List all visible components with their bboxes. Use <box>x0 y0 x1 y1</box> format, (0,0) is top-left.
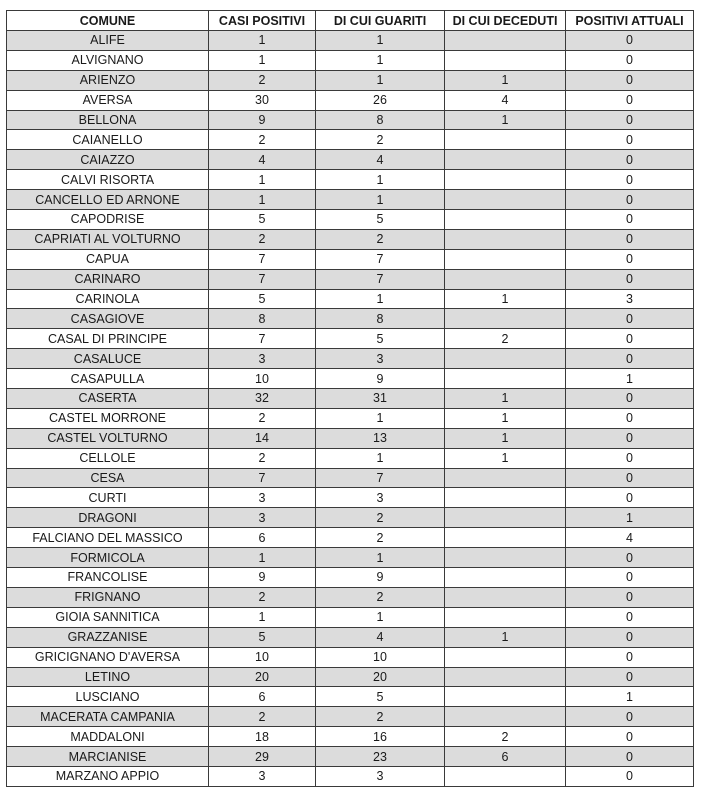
cell-comune: ALIFE <box>7 31 209 51</box>
cell-comune: CASAPULLA <box>7 369 209 389</box>
cell-di-cui-deceduti <box>445 50 566 70</box>
header-di-cui-deceduti: DI CUI DECEDUTI <box>445 11 566 31</box>
table-row <box>7 150 694 170</box>
cell-positivi-attuali: 0 <box>566 130 694 150</box>
cell-comune: FRIGNANO <box>7 587 209 607</box>
cell-di-cui-deceduti <box>445 130 566 150</box>
cell-positivi-attuali: 1 <box>566 369 694 389</box>
cell-di-cui-deceduti: 1 <box>445 289 566 309</box>
cell-di-cui-guariti: 2 <box>316 508 445 528</box>
cell-di-cui-guariti: 8 <box>316 309 445 329</box>
cell-positivi-attuali: 0 <box>566 488 694 508</box>
cell-di-cui-deceduti: 1 <box>445 389 566 409</box>
cell-di-cui-guariti: 2 <box>316 229 445 249</box>
cell-di-cui-deceduti <box>445 190 566 210</box>
cell-comune: CURTI <box>7 488 209 508</box>
table-row <box>7 50 694 70</box>
cell-casi-positivi: 2 <box>209 408 316 428</box>
cell-comune: CAPODRISE <box>7 210 209 230</box>
cell-di-cui-deceduti <box>445 568 566 588</box>
cell-positivi-attuali: 0 <box>566 31 694 51</box>
cell-casi-positivi: 9 <box>209 568 316 588</box>
cell-casi-positivi: 1 <box>209 190 316 210</box>
cell-positivi-attuali: 0 <box>566 70 694 90</box>
cell-di-cui-guariti: 20 <box>316 667 445 687</box>
cell-casi-positivi: 29 <box>209 747 316 767</box>
cell-comune: CELLOLE <box>7 448 209 468</box>
cell-di-cui-deceduti <box>445 587 566 607</box>
cell-comune: GRICIGNANO D'AVERSA <box>7 647 209 667</box>
cell-comune: CARINOLA <box>7 289 209 309</box>
cell-positivi-attuali: 4 <box>566 528 694 548</box>
table-row <box>7 448 694 468</box>
cell-di-cui-deceduti <box>445 647 566 667</box>
cell-di-cui-deceduti <box>445 667 566 687</box>
cell-positivi-attuali: 0 <box>566 568 694 588</box>
cell-comune: CAIAZZO <box>7 150 209 170</box>
cell-casi-positivi: 2 <box>209 70 316 90</box>
cell-casi-positivi: 7 <box>209 249 316 269</box>
cell-di-cui-guariti: 2 <box>316 587 445 607</box>
cell-casi-positivi: 3 <box>209 508 316 528</box>
cell-di-cui-guariti: 4 <box>316 150 445 170</box>
cell-positivi-attuali: 0 <box>566 548 694 568</box>
cell-di-cui-guariti: 3 <box>316 488 445 508</box>
cell-casi-positivi: 4 <box>209 150 316 170</box>
table-row <box>7 727 694 747</box>
cell-di-cui-deceduti <box>445 269 566 289</box>
cell-di-cui-deceduti <box>445 607 566 627</box>
cell-comune: CALVI RISORTA <box>7 170 209 190</box>
cell-di-cui-deceduti: 2 <box>445 727 566 747</box>
header-comune: COMUNE <box>7 11 209 31</box>
cell-casi-positivi: 5 <box>209 210 316 230</box>
cell-di-cui-guariti: 1 <box>316 408 445 428</box>
cell-positivi-attuali: 0 <box>566 627 694 647</box>
header-di-cui-guariti: DI CUI GUARITI <box>316 11 445 31</box>
cell-casi-positivi: 6 <box>209 528 316 548</box>
table-row <box>7 408 694 428</box>
table-row <box>7 110 694 130</box>
cell-casi-positivi: 3 <box>209 488 316 508</box>
table-row <box>7 747 694 767</box>
cell-di-cui-guariti: 9 <box>316 369 445 389</box>
cell-di-cui-deceduti <box>445 369 566 389</box>
cell-positivi-attuali: 0 <box>566 408 694 428</box>
table-row <box>7 647 694 667</box>
cell-di-cui-deceduti <box>445 349 566 369</box>
cell-comune: CASERTA <box>7 389 209 409</box>
table-row <box>7 468 694 488</box>
cell-comune: FALCIANO DEL MASSICO <box>7 528 209 548</box>
cell-positivi-attuali: 0 <box>566 110 694 130</box>
cell-di-cui-deceduti <box>445 31 566 51</box>
cell-comune: AVERSA <box>7 90 209 110</box>
cell-di-cui-guariti: 9 <box>316 568 445 588</box>
cell-di-cui-guariti: 26 <box>316 90 445 110</box>
cell-di-cui-guariti: 10 <box>316 647 445 667</box>
cell-comune: CAPRIATI AL VOLTURNO <box>7 229 209 249</box>
table-row <box>7 309 694 329</box>
table-row <box>7 249 694 269</box>
cell-casi-positivi: 32 <box>209 389 316 409</box>
cell-positivi-attuali: 0 <box>566 269 694 289</box>
cell-di-cui-guariti: 1 <box>316 607 445 627</box>
cell-comune: LETINO <box>7 667 209 687</box>
cell-di-cui-guariti: 1 <box>316 31 445 51</box>
header-positivi-attuali: POSITIVI ATTUALI <box>566 11 694 31</box>
cell-di-cui-guariti: 31 <box>316 389 445 409</box>
table-row <box>7 369 694 389</box>
cell-di-cui-guariti: 5 <box>316 329 445 349</box>
cell-positivi-attuali: 0 <box>566 667 694 687</box>
cell-casi-positivi: 7 <box>209 329 316 349</box>
cell-di-cui-deceduti <box>445 548 566 568</box>
cell-positivi-attuali: 0 <box>566 229 694 249</box>
cell-di-cui-guariti: 1 <box>316 289 445 309</box>
table-row <box>7 90 694 110</box>
cell-comune: CESA <box>7 468 209 488</box>
cell-positivi-attuali: 0 <box>566 329 694 349</box>
cell-casi-positivi: 1 <box>209 50 316 70</box>
cell-casi-positivi: 3 <box>209 349 316 369</box>
cell-casi-positivi: 2 <box>209 707 316 727</box>
cell-di-cui-deceduti: 1 <box>445 408 566 428</box>
cell-positivi-attuali: 0 <box>566 170 694 190</box>
table-row <box>7 329 694 349</box>
table-row <box>7 587 694 607</box>
cell-di-cui-deceduti <box>445 508 566 528</box>
table-row <box>7 488 694 508</box>
table-row <box>7 210 694 230</box>
table-row <box>7 289 694 309</box>
cell-di-cui-deceduti <box>445 528 566 548</box>
cell-positivi-attuali: 0 <box>566 448 694 468</box>
table-row <box>7 31 694 51</box>
cell-positivi-attuali: 0 <box>566 428 694 448</box>
cell-di-cui-guariti: 5 <box>316 210 445 230</box>
cell-comune: FRANCOLISE <box>7 568 209 588</box>
table-row <box>7 130 694 150</box>
cell-comune: DRAGONI <box>7 508 209 528</box>
cell-di-cui-deceduti: 1 <box>445 70 566 90</box>
cell-comune: CASTEL MORRONE <box>7 408 209 428</box>
cell-casi-positivi: 9 <box>209 110 316 130</box>
cell-positivi-attuali: 0 <box>566 747 694 767</box>
cell-comune: MACERATA CAMPANIA <box>7 707 209 727</box>
cell-casi-positivi: 1 <box>209 170 316 190</box>
cell-positivi-attuali: 0 <box>566 647 694 667</box>
cell-di-cui-guariti: 7 <box>316 269 445 289</box>
table-row <box>7 607 694 627</box>
cell-casi-positivi: 2 <box>209 229 316 249</box>
cell-casi-positivi: 1 <box>209 31 316 51</box>
cell-di-cui-deceduti <box>445 707 566 727</box>
cell-comune: MADDALONI <box>7 727 209 747</box>
cell-di-cui-guariti: 3 <box>316 766 445 786</box>
table-row <box>7 528 694 548</box>
cell-comune: CASTEL VOLTURNO <box>7 428 209 448</box>
cell-casi-positivi: 3 <box>209 766 316 786</box>
cell-comune: CASAL DI PRINCIPE <box>7 329 209 349</box>
cell-positivi-attuali: 0 <box>566 210 694 230</box>
cell-di-cui-guariti: 2 <box>316 130 445 150</box>
cell-di-cui-deceduti: 1 <box>445 428 566 448</box>
cell-positivi-attuali: 0 <box>566 50 694 70</box>
cell-di-cui-deceduti <box>445 687 566 707</box>
table-row <box>7 687 694 707</box>
cell-di-cui-deceduti <box>445 468 566 488</box>
cell-di-cui-guariti: 2 <box>316 528 445 548</box>
cell-di-cui-deceduti <box>445 249 566 269</box>
table-row <box>7 190 694 210</box>
cell-comune: LUSCIANO <box>7 687 209 707</box>
cell-di-cui-deceduti <box>445 229 566 249</box>
cell-positivi-attuali: 0 <box>566 150 694 170</box>
cell-di-cui-guariti: 3 <box>316 349 445 369</box>
cell-comune: CANCELLO ED ARNONE <box>7 190 209 210</box>
table-row <box>7 269 694 289</box>
table-row <box>7 349 694 369</box>
table-row <box>7 70 694 90</box>
cell-casi-positivi: 5 <box>209 627 316 647</box>
cell-positivi-attuali: 0 <box>566 766 694 786</box>
cell-comune: CASALUCE <box>7 349 209 369</box>
cell-di-cui-guariti: 1 <box>316 548 445 568</box>
table-header <box>7 11 694 31</box>
cell-di-cui-deceduti <box>445 766 566 786</box>
cell-di-cui-deceduti <box>445 309 566 329</box>
cell-positivi-attuali: 0 <box>566 727 694 747</box>
cell-casi-positivi: 1 <box>209 607 316 627</box>
cell-di-cui-deceduti <box>445 170 566 190</box>
cell-di-cui-guariti: 1 <box>316 170 445 190</box>
cell-positivi-attuali: 3 <box>566 289 694 309</box>
cell-di-cui-guariti: 7 <box>316 249 445 269</box>
table-row <box>7 627 694 647</box>
cell-comune: ALVIGNANO <box>7 50 209 70</box>
cell-positivi-attuali: 0 <box>566 587 694 607</box>
cell-casi-positivi: 5 <box>209 289 316 309</box>
cell-positivi-attuali: 0 <box>566 249 694 269</box>
cell-casi-positivi: 7 <box>209 269 316 289</box>
table-row <box>7 229 694 249</box>
cell-positivi-attuali: 0 <box>566 309 694 329</box>
cell-casi-positivi: 2 <box>209 448 316 468</box>
cell-comune: MARCIANISE <box>7 747 209 767</box>
table-row <box>7 568 694 588</box>
cell-positivi-attuali: 0 <box>566 607 694 627</box>
cell-positivi-attuali: 0 <box>566 349 694 369</box>
cell-casi-positivi: 14 <box>209 428 316 448</box>
cell-casi-positivi: 10 <box>209 369 316 389</box>
cell-positivi-attuali: 0 <box>566 389 694 409</box>
cell-comune: MARZANO APPIO <box>7 766 209 786</box>
table-row <box>7 170 694 190</box>
cell-di-cui-deceduti <box>445 488 566 508</box>
cell-casi-positivi: 20 <box>209 667 316 687</box>
cell-di-cui-guariti: 1 <box>316 448 445 468</box>
cell-di-cui-deceduti: 2 <box>445 329 566 349</box>
cell-casi-positivi: 10 <box>209 647 316 667</box>
cell-di-cui-guariti: 1 <box>316 70 445 90</box>
cell-positivi-attuali: 0 <box>566 190 694 210</box>
cell-di-cui-deceduti: 6 <box>445 747 566 767</box>
cell-di-cui-guariti: 7 <box>316 468 445 488</box>
cell-comune: GIOIA SANNITICA <box>7 607 209 627</box>
cell-comune: CARINARO <box>7 269 209 289</box>
covid-cases-table <box>6 10 694 787</box>
cell-positivi-attuali: 1 <box>566 508 694 528</box>
cell-di-cui-deceduti: 4 <box>445 90 566 110</box>
cell-casi-positivi: 6 <box>209 687 316 707</box>
table-row <box>7 548 694 568</box>
cell-comune: BELLONA <box>7 110 209 130</box>
cell-di-cui-guariti: 23 <box>316 747 445 767</box>
table-row <box>7 707 694 727</box>
cell-positivi-attuali: 0 <box>566 90 694 110</box>
cell-di-cui-guariti: 4 <box>316 627 445 647</box>
cell-comune: CAPUA <box>7 249 209 269</box>
cell-casi-positivi: 2 <box>209 587 316 607</box>
cell-di-cui-guariti: 1 <box>316 190 445 210</box>
header-casi-positivi: CASI POSITIVI <box>209 11 316 31</box>
cell-casi-positivi: 2 <box>209 130 316 150</box>
table-row <box>7 428 694 448</box>
cell-casi-positivi: 18 <box>209 727 316 747</box>
cell-di-cui-deceduti <box>445 210 566 230</box>
cell-comune: FORMICOLA <box>7 548 209 568</box>
cell-positivi-attuali: 0 <box>566 468 694 488</box>
cell-positivi-attuali: 0 <box>566 707 694 727</box>
cell-di-cui-deceduti: 1 <box>445 110 566 130</box>
cell-comune: CAIANELLO <box>7 130 209 150</box>
cell-di-cui-guariti: 5 <box>316 687 445 707</box>
cell-comune: CASAGIOVE <box>7 309 209 329</box>
cell-comune: GRAZZANISE <box>7 627 209 647</box>
cell-di-cui-guariti: 16 <box>316 727 445 747</box>
table-row <box>7 766 694 786</box>
cell-di-cui-guariti: 1 <box>316 50 445 70</box>
header-row <box>7 11 694 31</box>
cell-casi-positivi: 30 <box>209 90 316 110</box>
cell-casi-positivi: 8 <box>209 309 316 329</box>
cell-di-cui-guariti: 2 <box>316 707 445 727</box>
cell-di-cui-deceduti: 1 <box>445 448 566 468</box>
cell-positivi-attuali: 1 <box>566 687 694 707</box>
cell-di-cui-deceduti <box>445 150 566 170</box>
table-row <box>7 389 694 409</box>
cell-comune: ARIENZO <box>7 70 209 90</box>
cell-di-cui-guariti: 8 <box>316 110 445 130</box>
cell-casi-positivi: 1 <box>209 548 316 568</box>
table-row <box>7 667 694 687</box>
cell-di-cui-guariti: 13 <box>316 428 445 448</box>
cell-casi-positivi: 7 <box>209 468 316 488</box>
cell-di-cui-deceduti: 1 <box>445 627 566 647</box>
table-row <box>7 508 694 528</box>
table-body <box>7 31 694 787</box>
